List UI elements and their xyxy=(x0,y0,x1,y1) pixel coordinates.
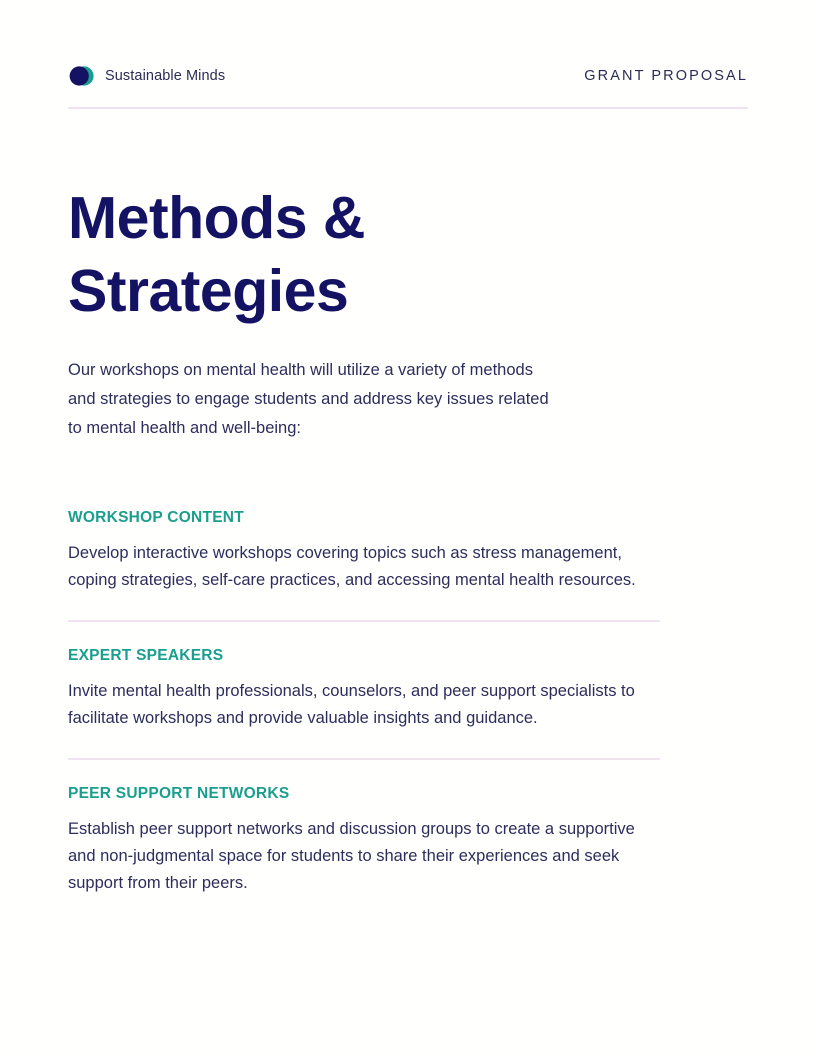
intro-paragraph: Our workshops on mental health will utilize a variety of methods and strategies to engage students and address key issues related to mental health and well-being: xyxy=(68,361,549,437)
section-heading: EXPERT SPEAKERS xyxy=(68,647,224,664)
sections-list xyxy=(68,508,668,897)
section-body: Develop interactive workshops covering topics such as stress management, coping strategies, self-care practices, and accessing mental health resources. xyxy=(68,544,636,589)
section-peer-support-networks xyxy=(68,784,668,897)
section-heading: PEER SUPPORT NETWORKS xyxy=(68,785,290,802)
document-kind-label: GRANT PROPOSAL xyxy=(584,68,748,84)
section-body: Invite mental health professionals, counselors, and peer support specialists to facilitate workshops and provide valuable insights and guidance. xyxy=(68,682,635,727)
section-body: Establish peer support networks and discussion groups to create a supportive and non-judgmental space for students to share their experiences and seek support from their peers. xyxy=(68,820,635,892)
section-divider xyxy=(68,620,660,622)
section-workshop-content xyxy=(68,508,668,594)
brand xyxy=(68,65,225,87)
header-divider xyxy=(68,107,748,109)
section-expert-speakers xyxy=(68,646,668,732)
section-divider xyxy=(68,758,660,760)
section-heading: WORKSHOP CONTENT xyxy=(68,509,244,526)
brand-name: Sustainable Minds xyxy=(105,68,226,84)
page-title: Methods & Strategies xyxy=(68,185,366,324)
overlapping-circles-logo-icon xyxy=(68,65,94,87)
document-header xyxy=(68,60,748,92)
